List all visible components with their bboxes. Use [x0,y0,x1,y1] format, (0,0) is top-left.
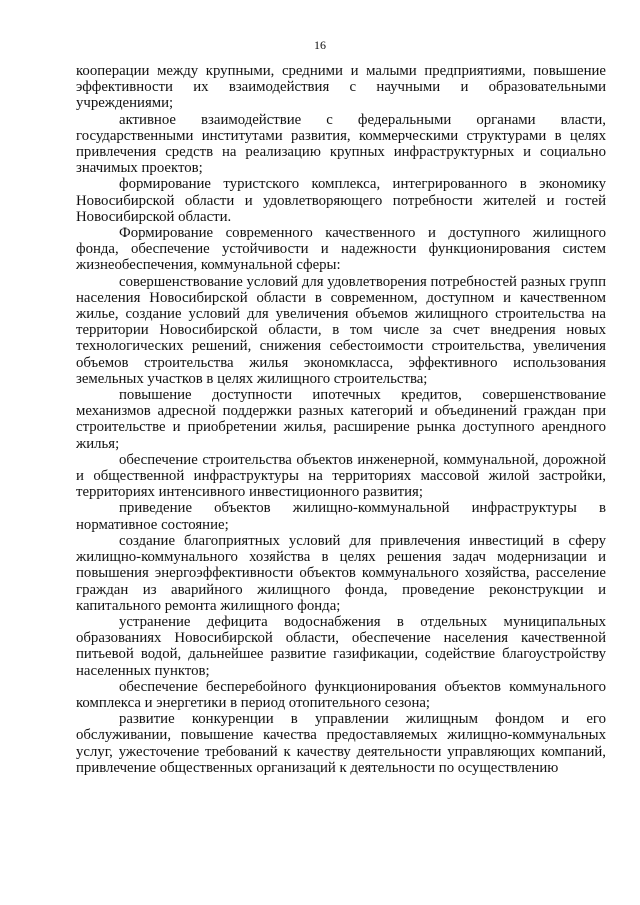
paragraph: создание благоприятных условий для привлечения инвестиций в сферу жилищно-коммунального хозяйства в целях решения задач модернизации и повышения энергоэффективности объектов коммунального хозяйства, расселение граждан из аварийного жилищного фонда, проведение реконструкции и капитального ремонта жилищного фонда; [76,532,606,614]
paragraph: обеспечение строительства объектов инженерной, коммунальной, дорожной и общественной инфраструктуры на территориях массовой жилой застройки, территориях интенсивного инвестиционного развития; [76,451,606,501]
paragraph: обеспечение бесперебойного функционирования объектов коммунального комплекса и энергетики в период отопительного сезона; [76,678,606,711]
paragraph: повышение доступности ипотечных кредитов, совершенствование механизмов адресной поддержки разных категорий и объединений граждан при строительстве и приобретении жилья, расширение рынка доступного арендного жилья; [76,387,606,452]
paragraph: развитие конкуренции в управлении жилищным фондом и его обслуживании, повышение качества предоставляемых жилищно-коммунальных услуг, ужесточение требований к качеству деятельности управляющих компаний, привлечение общественных организаций к деятельности по осуществлению [76,711,606,776]
paragraph: формирование туристского комплекса, интегрированного в экономику Новосибирской области и удовлетворяющего потребности жителей и гостей Новосибирской области. [76,176,606,225]
page-number: 16 [314,38,326,52]
paragraph: приведение объектов жилищно-коммунальной инфраструктуры в нормативное состояние; [76,500,606,533]
body-text [76,63,606,776]
paragraph: кооперации между крупными, средними и малыми предприятиями, повышение эффективности их взаимодействия с научными и образовательными учреждениями; [76,63,606,112]
paragraph: устранение дефицита водоснабжения в отдельных муниципальных образованиях Новосибирской области, обеспечение населения качественной питьевой водой, дальнейшее развитие газификации, содействие благоустройству населенных пунктов; [76,613,606,679]
paragraph: Формирование современного качественного и доступного жилищного фонда, обеспечение устойчивости и надежности функционирования систем жизнеобеспечения, коммунальной сферы: [76,225,606,274]
paragraph: активное взаимодействие с федеральными органами власти, государственными институтами развития, коммерческими структурами в целях привлечения средств на реализацию крупных инфраструктурных и социально значимых проектов; [76,111,606,177]
paragraph: совершенствование условий для удовлетворения потребностей разных групп населения Новосибирской области в современном, доступном и качественном жилье, создание условий для увеличения объемов жилищного строительства на территории Новосибирской области, в том числе за счет внедрения новых технологических решений, снижения себестоимости строительства, увеличения объемов строительства жилья экономкласса, эффективного использования земельных участков в целях жилищного строительства; [76,273,606,387]
